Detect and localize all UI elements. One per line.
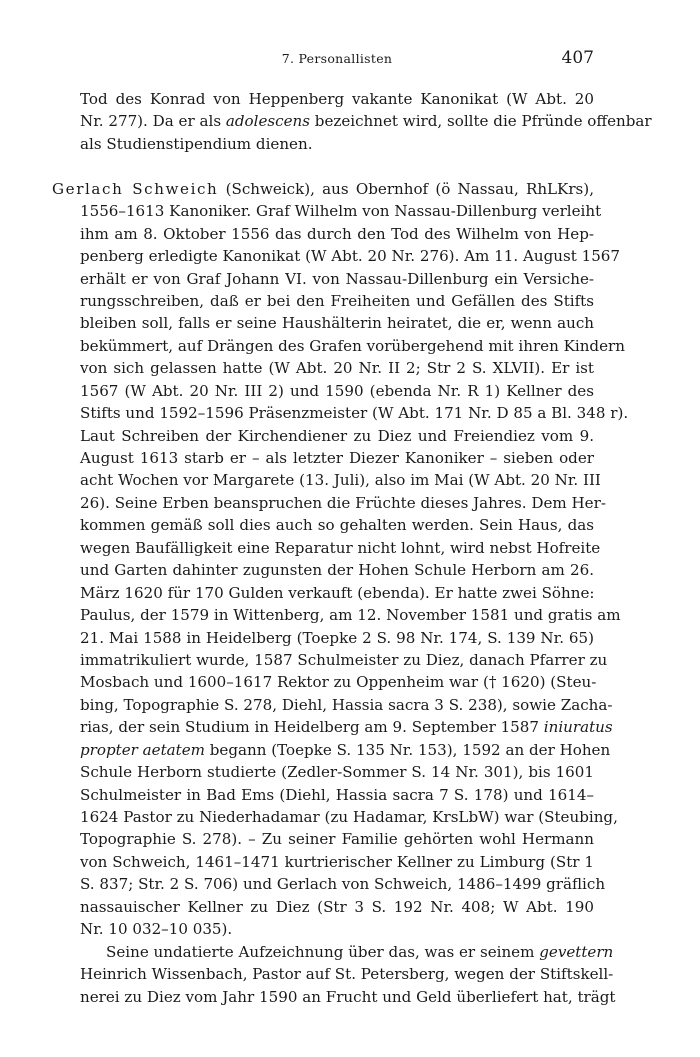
text-line: 1624 Pastor zu Niederhadamar (zu Hadamar, KrsLbW) war (Steubing, — [80, 808, 618, 826]
text-line: Paulus, der 1579 in Wittenberg, am 12. November 1581 und gratis am — [80, 606, 621, 625]
text-line: August 1613 starb er – als letzter Diezer Kanoniker – sieben oder — [80, 449, 594, 467]
text-line: propter aetatem begann (Toepke S. 135 Nr. 153), 1592 an der Hohen — [80, 740, 611, 759]
text-line: Stifts und 1592–1596 Präsenzmeister (W Abt. 171 Nr. D 85 a Bl. 348 r). — [80, 404, 629, 423]
text-line: bleiben soll, falls er seine Haushälterin heiratet, die er, wenn auch — [80, 314, 594, 333]
text-line: 21. Mai 1588 in Heidelberg (Toepke 2 S. 98 Nr. 174, S. 139 Nr. 65) — [80, 628, 594, 647]
text-line: Mosbach und 1600–1617 Rektor zu Oppenheim war († 1620) (Steu- — [80, 673, 597, 692]
text-line: acht Wochen vor Margarete (13. Juli), also im Mai (W Abt. 20 Nr. III — [80, 471, 601, 490]
text-line: März 1620 für 170 Gulden verkauft (ebenda). Er hatte zwei Söhne: — [80, 583, 595, 602]
text-line: nerei zu Diez vom Jahr 1590 an Frucht und Geld überliefert hat, trägt — [80, 987, 616, 1006]
text-line: Tod des Konrad von Heppenberg vakante Kanonikat (W Abt. 20 — [80, 90, 594, 108]
text-line: rias, der sein Studium in Heidelberg am 9. September 1587 iniuratus — [80, 718, 613, 737]
entry-heading-line: Gerlach Schweich (Schweick), aus Obernhof (ö Nassau, RhLKrs), — [52, 179, 594, 198]
text-line: kommen gemäß soll dies auch so gehalten werden. Sein Haus, das — [80, 516, 594, 535]
text-line: erhält er von Graf Johann VI. von Nassau-Dillenburg ein Versiche- — [80, 269, 594, 288]
text-line: Topographie S. 278). – Zu seiner Familie gehörten wohl Hermann — [80, 830, 594, 849]
page-number: 407 — [561, 48, 594, 68]
chapter-title: 7. Personallisten — [281, 51, 393, 66]
text-line: nassauischer Kellner zu Diez (Str 3 S. 192 Nr. 408; W Abt. 190 — [80, 897, 594, 916]
text-line: ihm am 8. Oktober 1556 das durch den Tod des Wilhelm von Hep- — [80, 224, 594, 243]
text-line: penberg erledigte Kanonikat (W Abt. 20 Nr. 276). Am 11. August 1567 — [80, 247, 620, 266]
text-line: Nr. 10 032–10 035). — [80, 920, 233, 939]
text-line: von sich gelassen hatte (W Abt. 20 Nr. II 2; Str 2 S. XLVII). Er ist — [80, 359, 594, 378]
text-line: und Garten dahinter zugunsten der Hohen Schule Herborn am 26. — [80, 561, 594, 580]
text-line: S. 837; Str. 2 S. 706) und Gerlach von Schweich, 1486–1499 gräflich — [80, 875, 606, 894]
text-line: wegen Baufälligkeit eine Reparatur nicht lohnt, wird nebst Hofreite — [80, 538, 601, 557]
page-body — [52, 88, 652, 1008]
text-line: Laut Schreiben der Kirchendiener zu Diez und Freiendiez vom 9. — [80, 426, 594, 445]
text-line: Schule Herborn studierte (Zedler-Sommer S. 14 Nr. 301), bis 1601 — [80, 763, 594, 782]
text-line: von Schweich, 1461–1471 kurtrierischer Kellner zu Limburg (Str 1 — [80, 852, 594, 871]
text-line: Heinrich Wissenbach, Pastor auf St. Petersberg, wegen der Stiftskell- — [80, 965, 614, 984]
text-line: rungsschreiben, daß er bei den Freiheiten und Gefällen des Stifts — [80, 291, 594, 310]
text-line: 1567 (W Abt. 20 Nr. III 2) und 1590 (ebenda Nr. R 1) Kellner des — [80, 381, 594, 400]
text-line: Schulmeister in Bad Ems (Diehl, Hassia sacra 7 S. 178) und 1614– — [80, 785, 594, 804]
text-line: immatrikuliert wurde, 1587 Schulmeister zu Diez, danach Pfarrer zu — [80, 650, 608, 669]
person-name: Gerlach Schweich — [52, 179, 219, 198]
text-line: 1556–1613 Kanoniker. Graf Wilhelm von Nassau-Dillenburg verleiht — [80, 202, 602, 221]
running-head — [80, 48, 594, 68]
text-line: Seine undatierte Aufzeichnung über das, was er seinem gevettern — [106, 942, 614, 961]
text-line: bekümmert, auf Drängen des Grafen vorübergehend mit ihren Kindern — [80, 336, 625, 355]
text-line: Nr. 277). Da er als adolescens bezeichnet wird, sollte die Pfründe offenbar — [80, 112, 652, 131]
text-line: als Studienstipendium dienen. — [80, 134, 313, 153]
text-line: bing, Topographie S. 278, Diehl, Hassia sacra 3 S. 238), sowie Zacha- — [80, 695, 613, 714]
text-line: 26). Seine Erben beanspruchen die Früchte dieses Jahres. Dem Her- — [80, 493, 606, 512]
